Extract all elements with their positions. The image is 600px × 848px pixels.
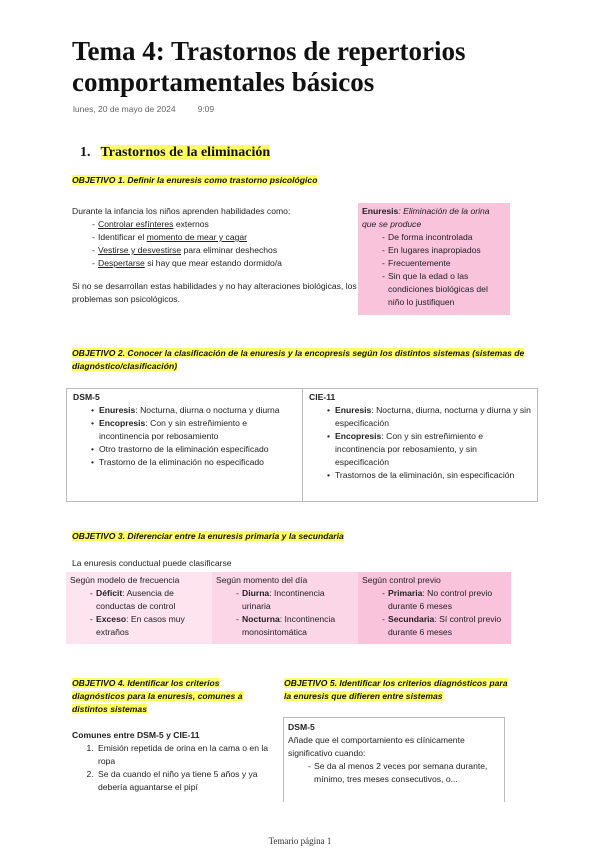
item-term: Enuresis <box>335 405 372 415</box>
list-item <box>91 456 296 469</box>
list-item <box>327 430 531 469</box>
list-item <box>90 587 208 613</box>
item-rest: externos <box>173 219 209 229</box>
item-term: Encopresis <box>335 431 382 441</box>
item-text: : Con y sin estreñimiento e incontinencia por rebosamiento, y sin especificación <box>335 431 484 467</box>
list-item <box>327 469 531 482</box>
list-item: - De forma incontrolada <box>382 231 506 244</box>
obj1-outro: Si no se desarrollan estas habilidades y no hay alteraciones biológicas, los problemas son psicológicos. <box>72 281 357 304</box>
obj4-list <box>72 742 282 794</box>
item-text: Trastornos de la eliminación, sin especificación <box>335 470 515 480</box>
cie11-list <box>309 404 531 482</box>
list-item <box>382 587 507 613</box>
obj1-list <box>72 218 357 270</box>
list-item <box>92 257 357 270</box>
objective-5-heading: OBJETIVO 5. Identificar los criterios diagnósticos para la enuresis que difieren entre sistemas <box>284 678 508 701</box>
item-text: Otro trastorno de la eliminación especificado <box>99 444 269 454</box>
classification-table <box>66 388 538 502</box>
item-underlined: Vestirse y desvestirse <box>98 245 182 255</box>
item-text: : Nocturna, diurna o nocturna y diurna <box>135 405 280 415</box>
objective-1-text <box>72 205 357 306</box>
obj4-subtitle: Comunes entre DSM-5 y CIE-11 <box>72 730 200 740</box>
item-text: : Nocturna, diurna, nocturna y diurna y sin especificación <box>335 405 531 428</box>
list-item <box>92 218 357 231</box>
item-term: Encopresis <box>99 418 146 428</box>
list-item <box>236 587 354 613</box>
item-text: Trastorno de la eliminación no especificado <box>99 457 264 467</box>
list-item <box>91 417 296 443</box>
item-underlined: Controlar esfínteres <box>98 219 174 229</box>
item-term: Exceso <box>96 614 127 624</box>
page-title: Tema 4: Trastornos de repertorios comportamentales básicos <box>72 36 466 97</box>
enuresis-types <box>66 572 511 644</box>
dsm5-list <box>73 404 296 469</box>
list-item: - Sin que la edad o las condiciones biológicas del niño lo justifiquen <box>382 270 506 309</box>
item-rest: para eliminar deshechos <box>181 245 278 255</box>
enuresis-def: : Eliminación de la orina que se produce <box>362 206 490 229</box>
section-label: Trastornos de la eliminación <box>100 145 271 160</box>
type-col-frequency <box>66 572 212 644</box>
obj3-intro: La enuresis conductual puede clasificarse <box>72 558 232 568</box>
dsm5-criteria-box <box>283 717 505 802</box>
list-item <box>92 231 357 244</box>
item-text: : Ausencia de conductas de control <box>96 588 176 611</box>
objective-3-heading: OBJETIVO 3. Diferenciar entre la enuresis primaria y la secundaria <box>72 531 344 541</box>
item-text: : Con y sin estreñimiento e incontinencia por rebosamiento <box>99 418 248 441</box>
item-text: : En casos muy extraños <box>96 614 185 637</box>
obj1-intro: Durante la infancia los niños aprenden habilidades como: <box>72 206 291 216</box>
obj5-title: DSM-5 <box>288 722 315 732</box>
type-col-list <box>362 587 507 639</box>
list-item <box>236 613 354 639</box>
objective-2-heading: OBJETIVO 2. Conocer la clasificación de la enuresis y la encopresis según los distintos sistemas (sistemas de diagnóstico/clasificación) <box>72 348 525 371</box>
item-term: Secundaria <box>388 614 435 624</box>
list-item: - En lugares inapropiados <box>382 244 506 257</box>
objective-1-heading: OBJETIVO 1. Definir la enuresis como trastorno psicológico <box>72 175 318 185</box>
type-col-title: Según momento del día <box>216 575 308 585</box>
list-item <box>91 404 296 417</box>
obj5-text: Añade que el comportamiento es clínicamente significativo cuando: <box>288 735 465 758</box>
cie11-title: CIE-11 <box>309 392 336 402</box>
section-number: 1. <box>80 145 91 160</box>
list-item <box>382 613 507 639</box>
item-prefix: Identificar el <box>98 232 147 242</box>
type-col-day <box>212 572 358 644</box>
item-text: : Incontinencia monosintomática <box>242 614 336 637</box>
page-meta <box>73 104 214 114</box>
item-text: : Sí control previo durante 6 meses <box>388 614 502 637</box>
section-heading <box>80 145 270 161</box>
list-item: 2. Se da cuando el niño ya tiene 5 años y ya debería aguantarse el pipí <box>96 768 282 794</box>
item-term: Diurna <box>242 588 270 598</box>
list-item <box>327 404 531 430</box>
type-col-list <box>70 587 208 639</box>
item-text: : No control previo durante 6 meses <box>388 588 493 611</box>
item-term: Primaria <box>388 588 423 598</box>
item-underlined: momento de mear y cagar <box>146 232 248 242</box>
objective-4-text <box>72 729 282 794</box>
list-item <box>91 443 296 456</box>
enuresis-criteria-list <box>362 231 506 309</box>
type-col-title: Según control previo <box>362 575 441 585</box>
enuresis-definition-box <box>358 203 510 315</box>
list-item <box>90 613 208 639</box>
item-term: Nocturna <box>242 614 280 624</box>
enuresis-term: Enuresis <box>362 206 399 216</box>
page-date: lunes, 20 de mayo de 2024 <box>73 104 176 114</box>
list-item: - Se da al menos 2 veces por semana durante, mínimo, tres meses consecutivos, o... <box>308 760 500 786</box>
dsm5-title: DSM-5 <box>73 392 100 402</box>
page-time: 9:09 <box>197 104 215 114</box>
item-term: Enuresis <box>99 405 136 415</box>
obj5-list <box>288 760 500 786</box>
list-item <box>92 244 357 257</box>
page-footer: Temario página 1 <box>268 836 332 846</box>
item-term: Déficit <box>96 588 123 598</box>
type-col-title: Según modelo de frecuencia <box>70 575 180 585</box>
type-col-control <box>358 572 511 644</box>
list-item: 1. Emisión repetida de orina en la cama o en la ropa <box>96 742 282 768</box>
list-item: - Frecuentemente <box>382 257 506 270</box>
type-col-list <box>216 587 354 639</box>
cie11-column <box>302 389 537 501</box>
item-underlined: Despertarse <box>98 258 145 268</box>
dsm5-column <box>67 389 302 501</box>
objective-4-heading: OBJETIVO 4. Identificar los criterios diagnósticos para la enuresis, comunes a distintos sistemas <box>72 678 243 714</box>
item-text: : Incontinencia urinaria <box>242 588 325 611</box>
item-rest: si hay que mear estando dormido/a <box>144 258 282 268</box>
